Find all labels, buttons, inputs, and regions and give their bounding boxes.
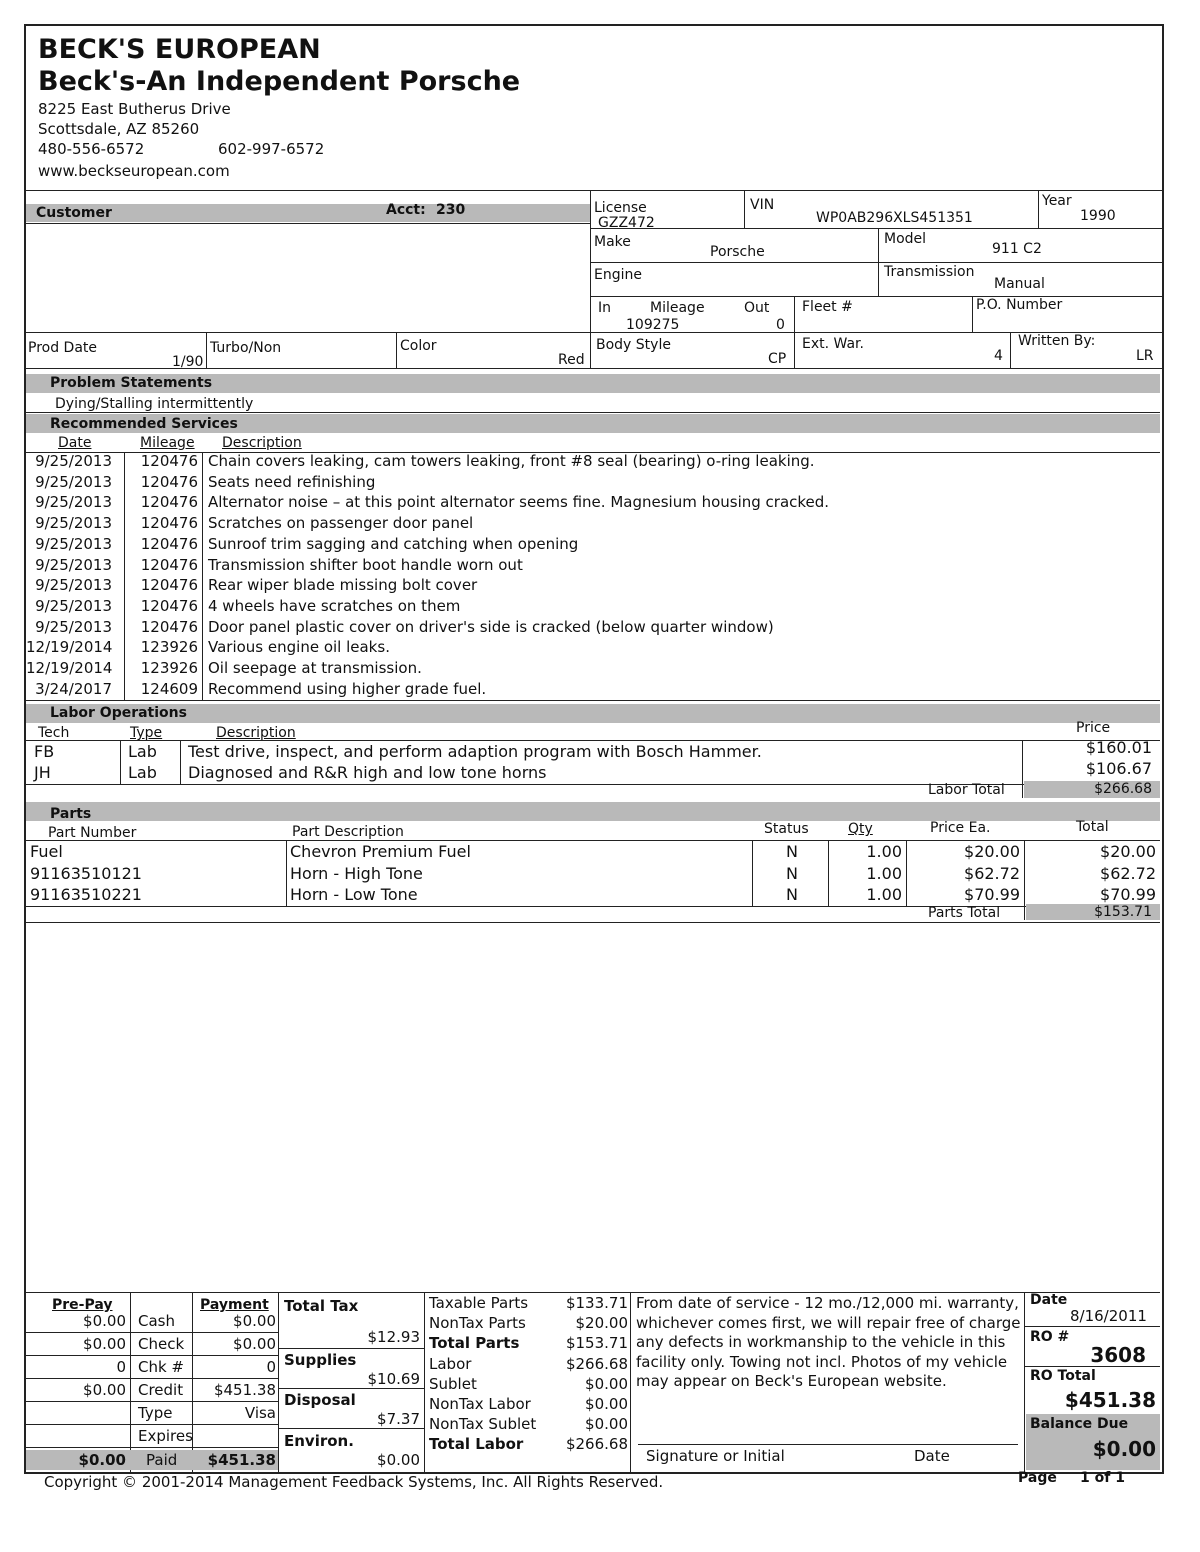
page-number: 1 of 1 (1080, 1470, 1125, 1486)
rec-row-date: 9/25/2013 (35, 514, 112, 533)
parts-row-qty: 1.00 (866, 863, 902, 883)
parts-row-price: $20.00 (964, 842, 1020, 861)
rec-row-mileage: 120476 (140, 472, 198, 491)
summary-label: NonTax Labor (429, 1395, 531, 1413)
parts-row-total: $20.00 (1100, 842, 1156, 861)
parts-row-status: N (786, 842, 798, 861)
labor-title: Labor Operations (50, 705, 187, 721)
labor-row-type: Lab (128, 742, 157, 761)
rec-row-date: 12/19/2014 (26, 638, 113, 657)
summary-value: $0.00 (585, 1415, 628, 1434)
rec-row-description: Sunroof trim sagging and catching when opening (208, 534, 579, 553)
parts-total-value: $153.71 (1094, 904, 1152, 920)
rec-row-mileage: 120476 (140, 452, 198, 470)
payment-type-cell: Cash (138, 1312, 175, 1330)
labor-row-tech: FB (34, 742, 55, 761)
balance-value: $0.00 (1092, 1437, 1156, 1461)
prepay-label: Pre-Pay (52, 1297, 113, 1313)
rec-row-description: Recommend using higher grade fuel. (208, 679, 487, 698)
parts-row-total: $62.72 (1100, 863, 1156, 883)
ro-number-value: 3608 (1090, 1343, 1146, 1367)
signature-label: Signature or Initial (646, 1447, 785, 1465)
rec-row-date: 9/25/2013 (35, 534, 112, 553)
parts-header-description: Part Description (292, 824, 404, 840)
payment-row-divider (26, 1378, 278, 1379)
summary-value: $0.00 (585, 1395, 628, 1413)
payment-type-cell: Check (138, 1335, 185, 1353)
parts-row-number: 91163510121 (30, 863, 142, 883)
parts-row-price: $70.99 (964, 885, 1020, 904)
rec-row-mileage: 120476 (140, 534, 198, 553)
recommended-title: Recommended Services (50, 416, 238, 432)
labor-header-type: Type (130, 725, 163, 741)
rec-row-description: Seats need refinishing (208, 472, 376, 491)
customer-label: Customer (36, 205, 112, 221)
parts-row-description: Horn - Low Tone (290, 885, 418, 904)
parts-header-total: Total (1076, 819, 1109, 835)
shop-address-line1: 8225 East Butherus Drive (38, 100, 231, 118)
model-label: Model (884, 231, 927, 247)
rec-header-date: Date (58, 435, 92, 451)
year-value: 1990 (1080, 208, 1116, 224)
payment-row-divider (26, 1447, 278, 1448)
payment-amount-cell: $451.38 (213, 1381, 276, 1399)
paid-amount: $451.38 (207, 1451, 276, 1469)
model-value: 911 C2 (992, 241, 1042, 257)
turbo-label: Turbo/Non (210, 340, 282, 356)
fleet-label: Fleet # (802, 299, 853, 315)
mileage-in-label: In (598, 300, 612, 316)
payment-type-cell: Credit (138, 1381, 184, 1399)
rec-row-date: 9/25/2013 (35, 472, 112, 491)
labor-total-label: Labor Total (928, 782, 1005, 798)
color-label: Color (400, 338, 437, 354)
rec-header-description: Description (222, 435, 302, 451)
parts-header-qty: Qty (848, 821, 873, 837)
shop-phone-1: 480-556-6572 (38, 140, 145, 158)
rec-row-date: 3/24/2017 (35, 679, 112, 698)
body-style-label: Body Style (596, 337, 671, 353)
total-tax-label: Total Tax (284, 1297, 359, 1315)
labor-row-description: Test drive, inspect, and perform adaption program with Bosch Hammer. (188, 742, 762, 761)
license-value: GZZ472 (598, 215, 655, 231)
parts-row-description: Horn - High Tone (290, 863, 423, 883)
parts-band (26, 802, 1160, 821)
mileage-out-label: Out (744, 300, 770, 316)
parts-row-qty: 1.00 (866, 885, 902, 904)
make-label: Make (594, 234, 631, 250)
parts-row-status: N (786, 885, 798, 904)
transmission-label: Transmission (884, 264, 975, 280)
environ-value: $0.00 (377, 1451, 420, 1469)
rec-row-mileage: 120476 (140, 555, 198, 574)
ro-total-label: RO Total (1030, 1368, 1096, 1384)
rec-row-description: Rear wiper blade missing bolt cover (208, 576, 478, 595)
parts-header-price: Price Ea. (930, 820, 991, 836)
shop-address-line2: Scottsdale, AZ 85260 (38, 120, 200, 138)
problem-title: Problem Statements (50, 375, 213, 391)
payment-prepay-cell: $0.00 (83, 1335, 126, 1353)
paid-label: Paid (146, 1451, 178, 1469)
mileage-label: Mileage (650, 300, 705, 316)
payment-type-cell: Expires (138, 1427, 193, 1445)
acct-number: 230 (436, 202, 466, 218)
divider-header (24, 190, 1162, 191)
ro-date-label: Date (1030, 1292, 1068, 1308)
warranty-line: may appear on Beck's European website. (636, 1372, 947, 1390)
payment-row-divider (26, 1401, 278, 1402)
rec-row-date: 12/19/2014 (26, 659, 113, 677)
payment-row-divider (26, 1355, 278, 1356)
summary-label: NonTax Sublet (429, 1415, 537, 1434)
rec-row-date: 9/25/2013 (35, 452, 112, 470)
make-value: Porsche (710, 244, 765, 260)
rec-row-mileage: 120476 (140, 596, 198, 615)
ro-date-value: 8/16/2011 (1070, 1307, 1147, 1325)
balance-label: Balance Due (1030, 1416, 1129, 1432)
vin-label: VIN (750, 197, 775, 213)
license-label: License (594, 200, 647, 216)
payment-amount-cell: $0.00 (233, 1335, 276, 1353)
total-tax-value: $12.93 (367, 1328, 420, 1346)
engine-label: Engine (594, 267, 642, 283)
warranty-line: whichever comes first, we will repair free of charge (636, 1313, 1021, 1332)
problem-text: Dying/Stalling intermittently (55, 396, 254, 412)
rec-row-description: Scratches on passenger door panel (208, 514, 474, 533)
summary-value: $133.71 (565, 1294, 628, 1312)
supplies-value: $10.69 (367, 1370, 420, 1388)
rec-row-mileage: 123926 (140, 659, 198, 677)
parts-row-number: 91163510221 (30, 885, 142, 904)
warranty-line: From date of service - 12 mo./12,000 mi. warranty, (636, 1294, 1019, 1312)
parts-row-qty: 1.00 (866, 842, 902, 861)
summary-value: $266.68 (565, 1354, 628, 1373)
rec-row-description: Door panel plastic cover on driver's side is cracked (below quarter window) (208, 617, 774, 636)
rec-row-description: Alternator noise – at this point alternator seems fine. Magnesium housing cracked. (208, 493, 830, 512)
vin-value: WP0AB296XLS451351 (816, 210, 973, 226)
parts-row-description: Chevron Premium Fuel (290, 842, 471, 861)
rec-row-date: 9/25/2013 (35, 617, 112, 636)
warranty-line: facility only. Towing not incl. Photos of my vehicle (636, 1352, 1008, 1371)
rec-row-mileage: 124609 (140, 679, 198, 698)
labor-row-price: $106.67 (1085, 759, 1152, 778)
summary-value: $20.00 (575, 1314, 628, 1333)
payment-row-divider (26, 1332, 278, 1333)
rec-header-mileage: Mileage (140, 435, 195, 451)
shop-name: BECK'S EUROPEAN (38, 34, 321, 65)
shop-phone-2: 602-997-6572 (218, 140, 325, 158)
parts-row-price: $62.72 (964, 863, 1020, 883)
rec-row-date: 9/25/2013 (35, 576, 112, 595)
page-label: Page (1018, 1470, 1057, 1486)
rec-row-description: Oil seepage at transmission. (208, 659, 422, 677)
warranty-line: any defects in workmanship to the vehicle in this (636, 1333, 1006, 1351)
payment-prepay-cell: 0 (116, 1358, 126, 1376)
shop-subname: Beck's-An Independent Porsche (38, 66, 521, 97)
rec-row-mileage: 123926 (140, 638, 198, 657)
prod-date-value: 1/90 (172, 354, 204, 370)
acct-label: Acct: (386, 202, 426, 218)
parts-row-total: $70.99 (1100, 885, 1156, 904)
payment-row-divider (26, 1424, 278, 1425)
parts-row-status: N (786, 863, 798, 883)
rec-row-description: Transmission shifter boot handle worn out (208, 555, 523, 574)
payment-type-cell: Chk # (138, 1358, 185, 1376)
rec-row-description: Various engine oil leaks. (208, 638, 390, 657)
payment-amount-cell: $0.00 (233, 1312, 276, 1330)
summary-label: NonTax Parts (429, 1314, 526, 1333)
payment-amount-cell: Visa (244, 1404, 276, 1422)
ext-war-label: Ext. War. (802, 336, 864, 352)
ext-war-value: 4 (994, 348, 1003, 364)
rec-row-date: 9/25/2013 (35, 596, 112, 615)
rec-row-description: 4 wheels have scratches on them (208, 596, 461, 615)
payment-prepay-cell: $0.00 (83, 1312, 126, 1330)
po-number-label: P.O. Number (976, 297, 1063, 313)
paid-prepay: $0.00 (78, 1451, 126, 1469)
summary-value: $153.71 (565, 1334, 628, 1353)
copyright: Copyright © 2001-2014 Management Feedback Systems, Inc. All Rights Reserved. (44, 1473, 664, 1491)
environ-label: Environ. (284, 1432, 354, 1450)
labor-row-price: $160.01 (1085, 738, 1152, 757)
payment-amount-cell: 0 (266, 1358, 276, 1376)
labor-header-tech: Tech (38, 725, 70, 741)
rec-row-date: 9/25/2013 (35, 555, 112, 574)
shop-website: www.beckseuropean.com (38, 162, 230, 180)
written-by-value: LR (1136, 348, 1154, 364)
disposal-value: $7.37 (377, 1410, 420, 1428)
summary-label: Total Labor (429, 1435, 524, 1454)
signature-date-label: Date (914, 1447, 950, 1465)
ro-number-label: RO # (1030, 1329, 1070, 1345)
supplies-label: Supplies (284, 1351, 357, 1369)
rec-row-date: 9/25/2013 (35, 493, 112, 512)
prod-date-label: Prod Date (28, 340, 98, 356)
rec-row-mileage: 120476 (140, 514, 198, 533)
labor-total-value: $266.68 (1094, 781, 1152, 797)
rec-row-description: Chain covers leaking, cam towers leaking, front #8 seal (bearing) o-ring leaking. (208, 452, 815, 470)
rec-row-mileage: 120476 (140, 493, 198, 512)
parts-header-status: Status (764, 821, 809, 837)
summary-label: Sublet (429, 1374, 477, 1393)
summary-label: Taxable Parts (429, 1294, 529, 1312)
ro-total-value: $451.38 (1064, 1388, 1156, 1412)
summary-label: Total Parts (429, 1334, 520, 1353)
payment-prepay-cell: $0.00 (83, 1381, 126, 1399)
labor-band (26, 704, 1160, 723)
labor-header-price: Price (1076, 720, 1111, 736)
mileage-in-value: 109275 (626, 317, 680, 333)
parts-title: Parts (50, 806, 92, 822)
transmission-value: Manual (994, 276, 1045, 292)
written-by-label: Written By: (1018, 333, 1096, 349)
mileage-out-value: 0 (776, 317, 785, 333)
summary-value: $266.68 (565, 1435, 628, 1454)
rec-row-mileage: 120476 (140, 576, 198, 595)
body-style-value: CP (768, 351, 787, 367)
summary-label: Labor (429, 1354, 472, 1373)
payment-type-cell: Type (138, 1404, 173, 1422)
labor-row-description: Diagnosed and R&R high and low tone horns (188, 763, 547, 782)
rec-row-mileage: 120476 (140, 617, 198, 636)
summary-value: $0.00 (585, 1374, 628, 1393)
color-value: Red (558, 352, 585, 368)
labor-row-tech: JH (34, 763, 51, 782)
parts-header-number: Part Number (48, 825, 137, 841)
labor-header-description: Description (216, 725, 296, 741)
year-label: Year (1042, 193, 1072, 209)
parts-total-label: Parts Total (928, 905, 1001, 921)
disposal-label: Disposal (284, 1391, 356, 1409)
labor-row-type: Lab (128, 763, 157, 782)
payment-label: Payment (200, 1297, 269, 1313)
parts-row-number: Fuel (30, 842, 63, 861)
